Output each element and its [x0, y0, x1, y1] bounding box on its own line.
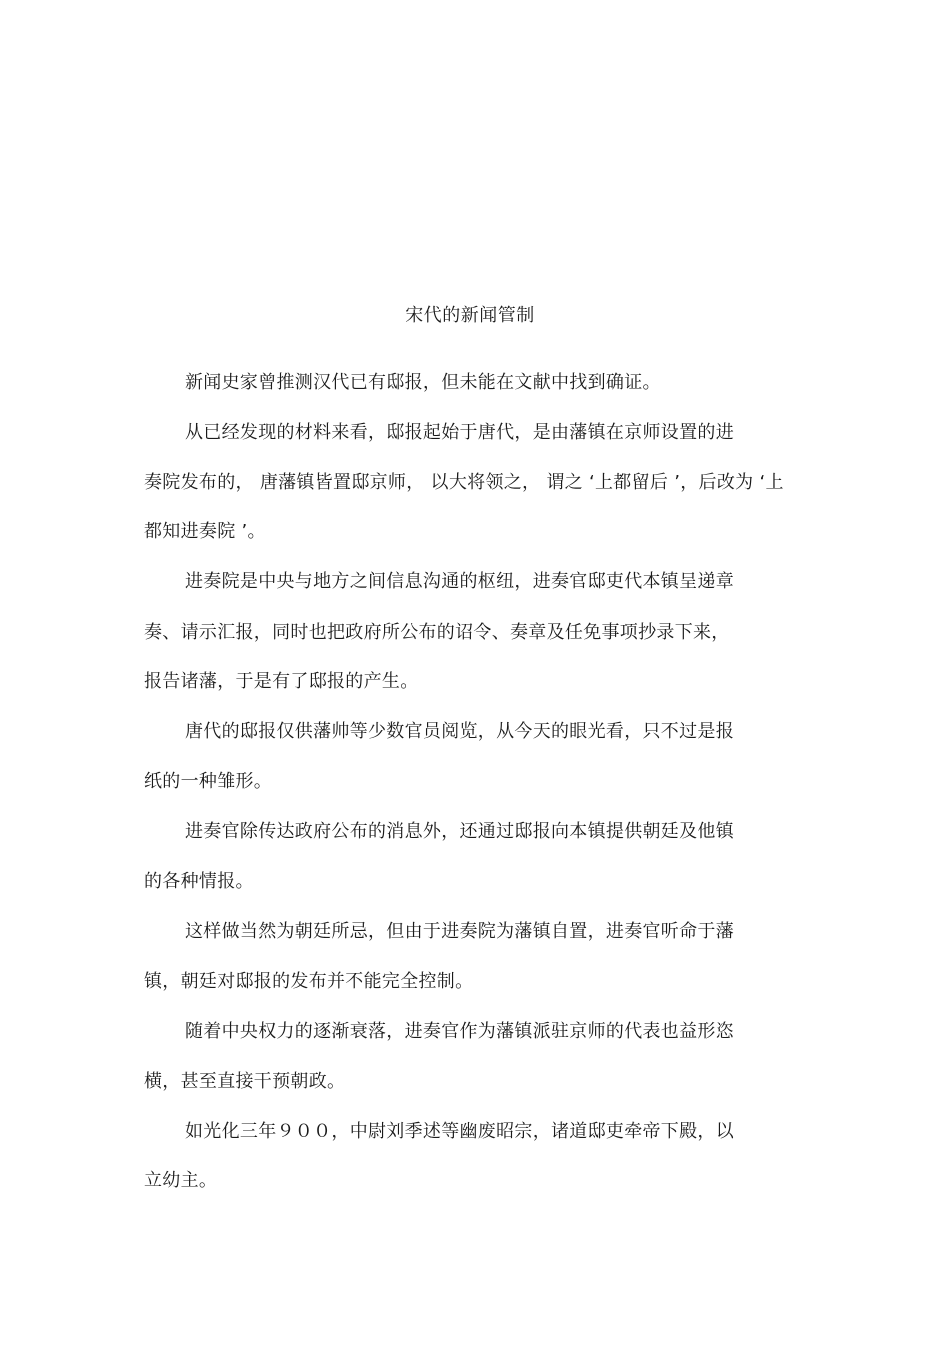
paragraph-line: 奏院发布的， 唐藩镇皆置邸京师， 以大将领之， 谓之 ‘上都留后 ’，后改为 ‘上 [144, 472, 784, 493]
paragraph-line: 随着中央权力的逐渐衰落，进奏官作为藩镇派驻京师的代表也益形恣 [185, 1021, 734, 1042]
paragraph-line: 横，甚至直接干预朝政。 [144, 1071, 346, 1092]
paragraph-line: 都知进奏院 ’。 [144, 521, 266, 542]
paragraph-line: 纸的一种雏形。 [144, 771, 273, 792]
paragraph-line: 进奏官除传达政府公布的消息外，还通过邸报向本镇提供朝廷及他镇 [185, 821, 734, 842]
paragraph-line: 从已经发现的材料来看，邸报起始于唐代，是由藩镇在京师设置的进 [185, 422, 734, 443]
paragraph-line: 进奏院是中央与地方之间信息沟通的枢纽，进奏官邸吏代本镇呈递章 [185, 571, 734, 592]
paragraph-line: 的各种情报。 [144, 871, 254, 892]
paragraph-line: 奏、请示汇报，同时也把政府所公布的诏令、奏章及任免事项抄录下来， [144, 622, 730, 643]
paragraph-line: 报告诸藩，于是有了邸报的产生。 [144, 671, 419, 692]
paragraph-line: 唐代的邸报仅供藩帅等少数官员阅览，从今天的眼光看，只不过是报 [185, 721, 734, 742]
paragraph-line: 这样做当然为朝廷所忌，但由于进奏院为藩镇自置，进奏官听命于藩 [185, 921, 734, 942]
paragraph-line: 如光化三年９００，中尉刘季述等幽废昭宗，诸道邸吏牵帝下殿，以 [185, 1121, 734, 1142]
document-title: 宋代的新闻管制 [405, 305, 535, 326]
paragraph-line: 立幼主。 [144, 1170, 218, 1191]
paragraph-line: 镇，朝廷对邸报的发布并不能完全控制。 [144, 971, 474, 992]
paragraph-line: 新闻史家曾推测汉代已有邸报，但未能在文献中找到确证。 [185, 372, 661, 393]
